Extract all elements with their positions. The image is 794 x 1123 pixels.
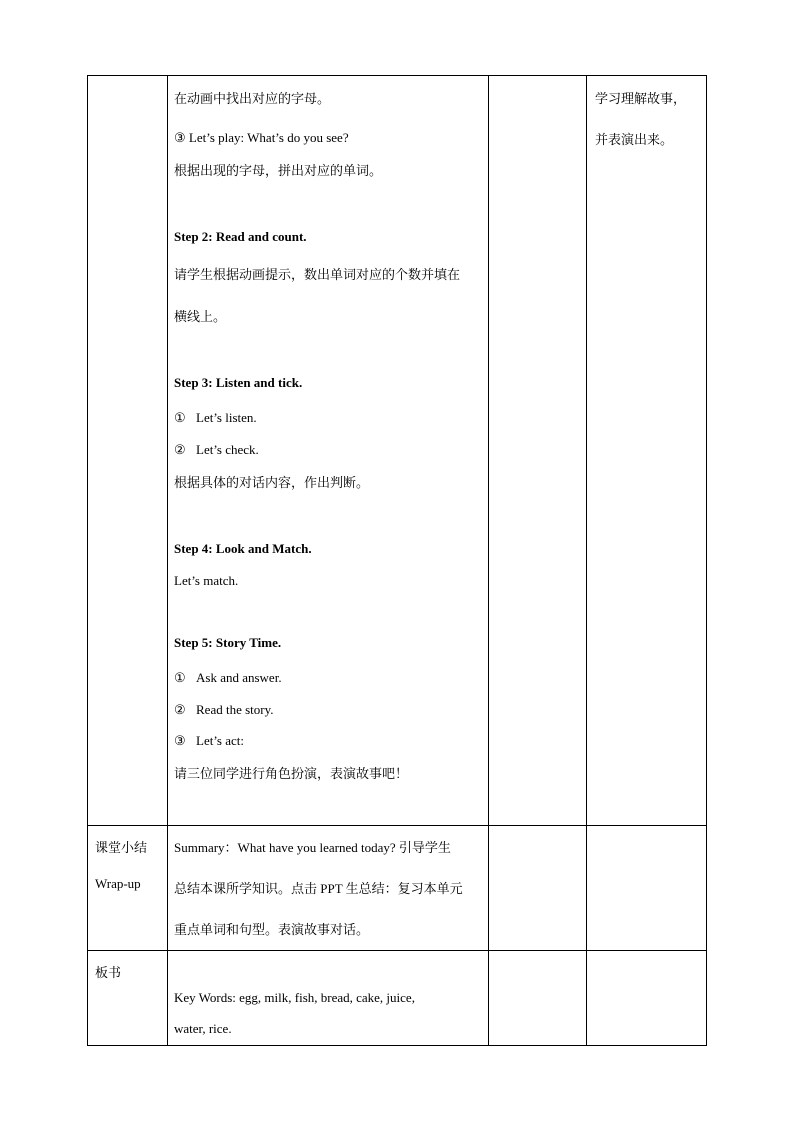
board-label: 板书 bbox=[95, 965, 122, 980]
column-divider-2 bbox=[488, 75, 489, 1046]
intent-line-1: 学习理解故事， bbox=[595, 91, 687, 106]
board-line-2: water, rice. bbox=[174, 1021, 232, 1036]
step2-line-1: 请学生根据动画提示，数出单词对应的个数并填在 bbox=[174, 267, 461, 282]
step4-heading: Step 4: Look and Match. bbox=[174, 541, 312, 556]
circled-number: ② bbox=[174, 702, 186, 717]
step3-item-2 bbox=[174, 442, 259, 458]
table-border-right bbox=[706, 75, 707, 1046]
step5-item-1-text: Ask and answer. bbox=[196, 670, 282, 685]
step3-item-1-text: Let’s listen. bbox=[196, 410, 257, 425]
circled-number: ① bbox=[174, 670, 186, 685]
column-divider-1 bbox=[167, 75, 168, 1046]
step5-item-3 bbox=[174, 733, 244, 749]
step4-text: Let’s match. bbox=[174, 573, 239, 588]
teaching-line-2: ③ Let’s play: What’s do you see? bbox=[174, 130, 349, 145]
step5-item-3-text: Let’s act: bbox=[196, 733, 245, 748]
summary-line-1: Summary：What have you learned today? 引导学生 bbox=[174, 840, 451, 855]
step5-item-1 bbox=[174, 670, 282, 686]
summary-label-en: Wrap-up bbox=[95, 876, 141, 891]
step2-heading: Step 2: Read and count. bbox=[174, 229, 307, 244]
lesson-plan-table bbox=[87, 75, 707, 1046]
table-border-top bbox=[87, 75, 707, 76]
step2-line-2: 横线上。 bbox=[174, 309, 227, 324]
column-divider-3 bbox=[586, 75, 587, 1046]
row-divider-1 bbox=[87, 825, 707, 826]
board-line-1: Key Words: egg, milk, fish, bread, cake, juice, bbox=[174, 990, 415, 1005]
teaching-line-1: 在动画中找出对应的字母。 bbox=[174, 91, 331, 106]
intent-line-2: 并表演出来。 bbox=[595, 132, 674, 147]
step5-heading: Step 5: Story Time. bbox=[174, 635, 282, 650]
row-divider-2 bbox=[87, 950, 707, 951]
step5-item-2 bbox=[174, 702, 274, 718]
circled-number: ① bbox=[174, 410, 186, 425]
table-border-left bbox=[87, 75, 88, 1046]
summary-line-3: 重点单词和句型。表演故事对话。 bbox=[174, 922, 370, 937]
step3-item-2-text: Let’s check. bbox=[196, 442, 259, 457]
circled-number: ② bbox=[174, 442, 186, 457]
table-border-bottom bbox=[87, 1045, 707, 1046]
circled-number: ③ bbox=[174, 733, 186, 748]
step3-heading: Step 3: Listen and tick. bbox=[174, 375, 303, 390]
summary-line-2: 总结本课所学知识。点击 PPT 生总结：复习本单元 bbox=[174, 881, 463, 896]
step3-item-1 bbox=[174, 410, 257, 426]
step5-note: 请三位同学进行角色扮演，表演故事吧！ bbox=[174, 766, 409, 781]
step3-note: 根据具体的对话内容，作出判断。 bbox=[174, 475, 370, 490]
teaching-line-3: 根据出现的字母，拼出对应的单词。 bbox=[174, 163, 383, 178]
step5-item-2-text: Read the story. bbox=[196, 702, 274, 717]
summary-label-cn: 课堂小结 bbox=[95, 840, 148, 855]
